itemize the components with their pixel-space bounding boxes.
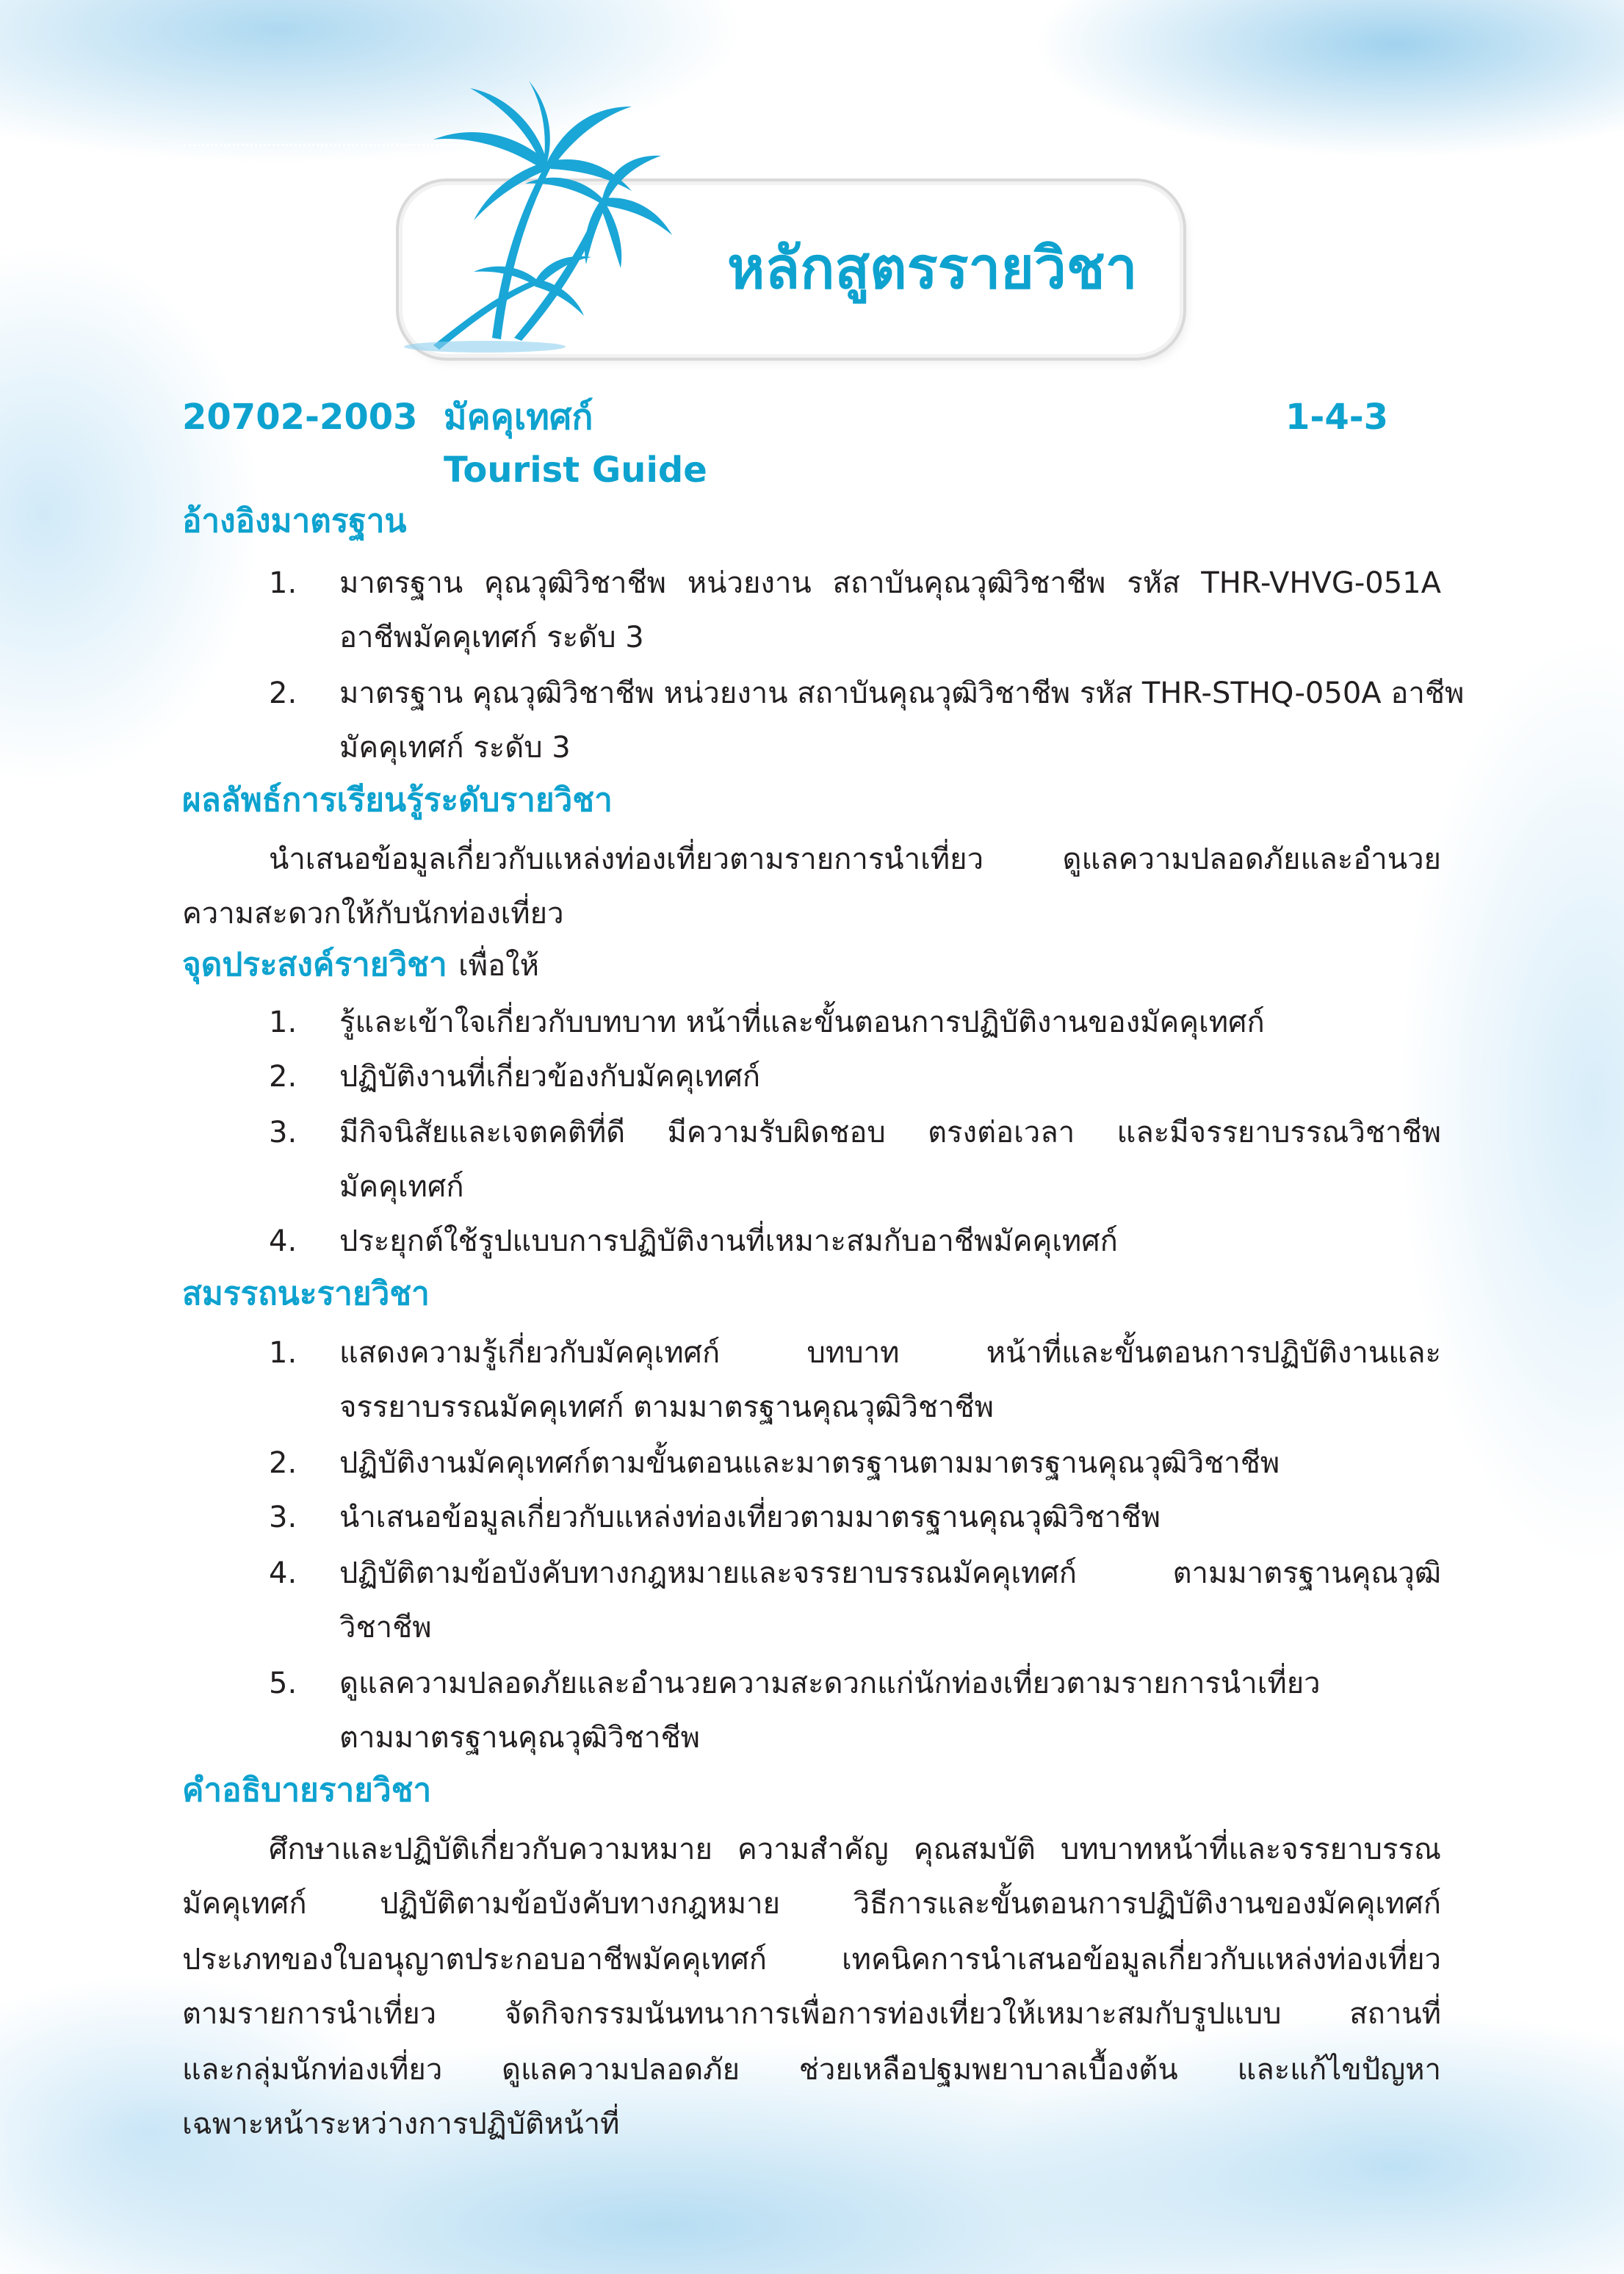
list-item-number: 2. xyxy=(269,676,297,710)
list-item-text-continued: ตามมาตรฐานคุณวุฒิวิชาชีพ xyxy=(339,1721,701,1755)
list-item-number: 3. xyxy=(269,1116,297,1149)
list-item-text: มาตรฐาน คุณวุฒิวิชาชีพ หน่วยงาน สถาบันคุณวุฒิวิชาชีพ รหัส THR-STHQ-050A อาชีพ xyxy=(339,676,1465,710)
list-item-number: 1. xyxy=(269,1336,297,1370)
description-line: ประเภทของใบอนุญาตประกอบอาชีพมัคคุเทศก์ เทคนิคการนำเสนอข้อมูลเกี่ยวกับแหล่งท่องเที่ยว xyxy=(182,1943,1441,1977)
list-item-number: 3. xyxy=(269,1501,297,1534)
objectives-heading-suffix: เพื่อให้ xyxy=(458,949,540,983)
page-title: หลักสูตรรายวิชา xyxy=(727,236,1138,302)
list-item-number: 4. xyxy=(269,1224,297,1258)
list-item-text-continued: มัคคุเทศก์ xyxy=(339,1170,464,1204)
list-item-number: 2. xyxy=(269,1060,297,1094)
section-heading-reference-standards: อ้างอิงมาตรฐาน xyxy=(182,502,407,540)
section-heading-learning-outcomes: ผลลัพธ์การเรียนรู้ระดับรายวิชา xyxy=(182,782,613,819)
course-name-en: Tourist Guide xyxy=(444,450,707,491)
section-heading-competencies: สมรรถนะรายวิชา xyxy=(182,1275,430,1313)
list-item-number: 2. xyxy=(269,1446,297,1480)
list-item-text: ปฏิบัติตามข้อบังคับทางกฎหมายและจรรยาบรรณมัคคุเทศก์ ตามมาตรฐานคุณวุฒิ xyxy=(339,1556,1441,1590)
description-line: ตามรายการนำเที่ยว จัดกิจกรรมนันทนาการเพื่อการท่องเที่ยวให้เหมาะสมกับรูปแบบ สถานที่ xyxy=(182,1997,1441,2031)
course-credits: 1-4-3 xyxy=(1285,397,1389,438)
course-name-th: มัคคุเทศก์ xyxy=(444,397,593,438)
list-item-text: มีกิจนิสัยและเจตคติที่ดี มีความรับผิดชอบ ตรงต่อเวลา และมีจรรยาบรรณวิชาชีพ xyxy=(339,1116,1441,1149)
learning-outcomes-text: นำเสนอข้อมูลเกี่ยวกับแหล่งท่องเที่ยวตามรายการนำเที่ยว ดูแลความปลอดภัยและอำนวย xyxy=(269,842,1441,876)
list-item-text: ประยุกต์ใช้รูปแบบการปฏิบัติงานที่เหมาะสมกับอาชีพมัคคุเทศก์ xyxy=(339,1224,1118,1258)
list-item-text-continued: จรรยาบรรณมัคคุเทศก์ ตามมาตรฐานคุณวุฒิวิชาชีพ xyxy=(339,1390,995,1424)
list-item-number: 4. xyxy=(269,1556,297,1590)
description-line: เฉพาะหน้าระหว่างการปฏิบัติหน้าที่ xyxy=(182,2107,620,2141)
list-item-text: นำเสนอข้อมูลเกี่ยวกับแหล่งท่องเที่ยวตามมาตรฐานคุณวุฒิวิชาชีพ xyxy=(339,1501,1161,1534)
list-item-number: 5. xyxy=(269,1667,297,1700)
course-code: 20702-2003 xyxy=(182,397,418,438)
description-line: มัคคุเทศก์ ปฏิบัติตามข้อบังคับทางกฎหมาย วิธีการและขั้นตอนการปฏิบัติงานของมัคคุเทศก์ xyxy=(182,1887,1441,1921)
list-item-text-continued: วิชาชีพ xyxy=(339,1611,432,1645)
list-item-number: 1. xyxy=(269,566,297,600)
list-item-text: รู้และเข้าใจเกี่ยวกับบทบาท หน้าที่และขั้นตอนการปฏิบัติงานของมัคคุเทศก์ xyxy=(339,1006,1265,1039)
list-item-text-continued: มัคคุเทศก์ ระดับ 3 xyxy=(339,731,571,765)
list-item-text: ปฏิบัติงานมัคคุเทศก์ตามขั้นตอนและมาตรฐานตามมาตรฐานคุณวุฒิวิชาชีพ xyxy=(339,1446,1280,1480)
list-item-text: ดูแลความปลอดภัยและอำนวยความสะดวกแก่นักท่องเที่ยวตามรายการนำเที่ยว xyxy=(339,1667,1321,1700)
list-item-text: ปฏิบัติงานที่เกี่ยวข้องกับมัคคุเทศก์ xyxy=(339,1060,761,1094)
objectives-heading-text: จุดประสงค์รายวิชา xyxy=(182,946,447,983)
description-line: และกลุ่มนักท่องเที่ยว ดูแลความปลอดภัย ช่วยเหลือปฐมพยาบาลเบื้องต้น และแก้ไขปัญหา xyxy=(182,2053,1441,2087)
list-item-text-continued: อาชีพมัคคุเทศก์ ระดับ 3 xyxy=(339,621,644,654)
section-heading-objectives xyxy=(182,940,539,990)
section-heading-description: คำอธิบายรายวิชา xyxy=(182,1772,432,1809)
list-item-number: 1. xyxy=(269,1006,297,1039)
list-item-text: มาตรฐาน คุณวุฒิวิชาชีพ หน่วยงาน สถาบันคุณวุฒิวิชาชีพ รหัส THR-VHVG-051A xyxy=(339,566,1441,600)
learning-outcomes-text-continued: ความสะดวกให้กับนักท่องเที่ยว xyxy=(182,897,564,931)
list-item-text: แสดงความรู้เกี่ยวกับมัคคุเทศก์ บทบาท หน้าที่และขั้นตอนการปฏิบัติงานและ xyxy=(339,1336,1441,1370)
palm-tree-illustration xyxy=(389,73,727,353)
description-line: ศึกษาและปฏิบัติเกี่ยวกับความหมาย ความสำคัญ คุณสมบัติ บทบาทหน้าที่และจรรยาบรรณ xyxy=(269,1833,1441,1866)
